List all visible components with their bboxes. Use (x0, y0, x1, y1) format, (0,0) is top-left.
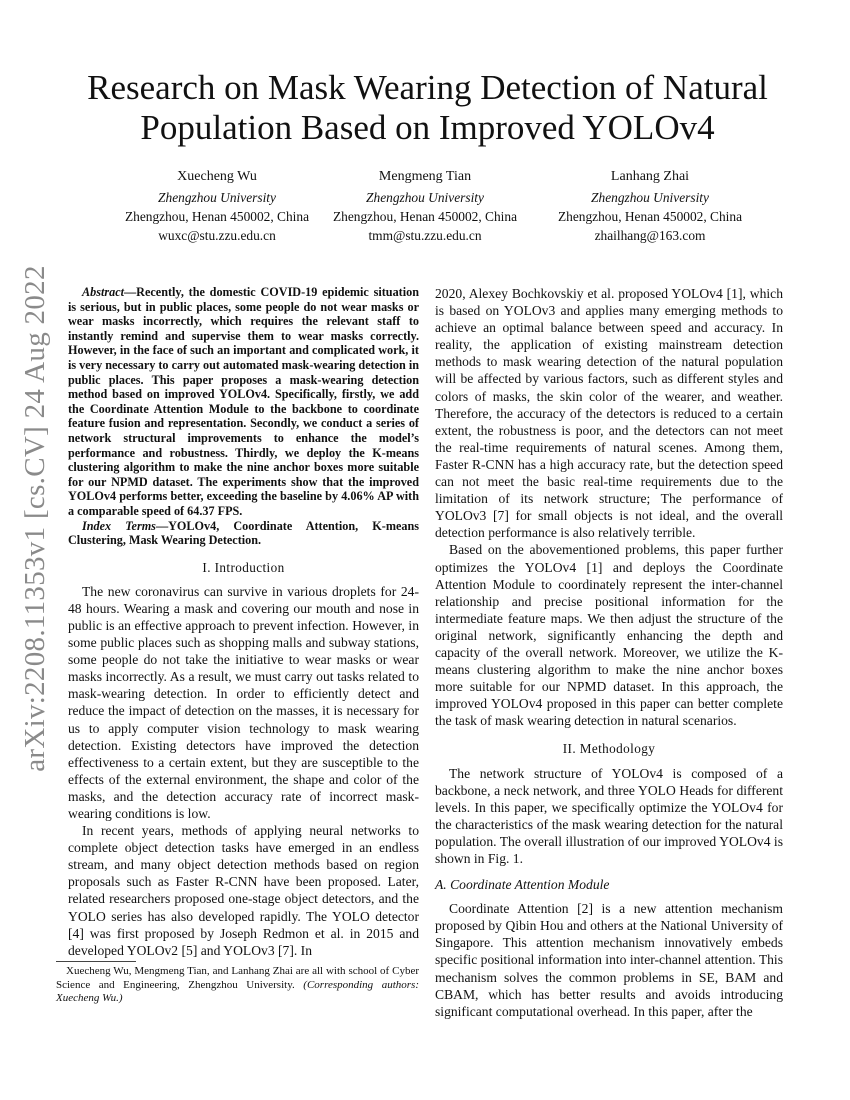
footnote-text-block (56, 965, 419, 1006)
coordinate-attention-paragraph-1: Coordinate Attention [2] is a new attention mechanism proposed by Qibin Hou and others at the National University of Singapore. This attention mechanism innovatively embeds specific positional information into inter-channel attention. This mechanism solves the common problems in SE, BAM and CBAM, which has better results and avoids introducing significant computational overhead. In this paper, after the (435, 901, 783, 1019)
section-heading-introduction: I. Introduction (202, 559, 285, 575)
author-email: wuxc@stu.zzu.edu.cn (158, 228, 276, 243)
author-affiliation: Zhengzhou University (158, 190, 276, 205)
methodology-paragraph-1: The network structure of YOLOv4 is composed of a backbone, a neck network, and three YOLO Heads for different levels. In this paper, we specifically optimize the YOLOv4 for the characteristics of the mask wearing detection for the natural population. The overall illustration of our improved YOLOv4 is shown in Fig. 1. (435, 765, 783, 866)
author-name: Lanhang Zhai (610, 169, 690, 184)
abstract (68, 285, 419, 519)
author-email: tmm@stu.zzu.edu.cn (368, 228, 482, 243)
author-name: Mengmeng Tian (378, 169, 472, 184)
footnote-corresponding: (Corresponding authors: Xuecheng Wu.) (56, 978, 419, 1005)
intro-paragraph-1: The new coronavirus can survive in various droplets for 24-48 hours. Wearing a mask and covering our mouth and nose in public is an effective approach to prevent infection. However, in some public places such as shopping malls and subway stations, some people do not take the initiative to wear masks or wear masks incorrectly. As a result, we must carry out tasks related to mask-wearing detection. In order to efficiently detect and reduce the impact of detection on the masses, it is necessary for us to apply computer vision technology to mask wearing detection. Existing detectors have improved the detection effectiveness to a certain extent, but they are susceptible to the effects of the external environment, the shape and color of the masks, and the detection accuracy rate of incorrect mask-wearing conditions is low. (68, 583, 419, 821)
title-line-2: Population Based on Improved YOLOv4 (140, 108, 715, 147)
title-line-1: Research on Mask Wearing Detection of Natural (87, 68, 768, 107)
right-paragraph-2: Based on the abovementioned problems, this paper further optimizes the YOLOv4 [1] and deploys the Coordinate Attention Module to coordinately represent the inter-channel relationship and precise positional information for the intermediate feature maps. We then adjust the structure of the original network, significantly enhancing the depth and capacity of the overall network. Moreover, we utilize the K-means clustering algorithm to make the nine anchor boxes more suitable for our NPMD dataset. In this approach, the improved YOLOv4 proposed in this paper can better complete the task of mask wearing detection in natural scenarios. (435, 542, 783, 729)
abstract-label: Abstract (82, 285, 124, 299)
index-terms (68, 519, 419, 548)
subsection-heading-coordinate-attention: A. Coordinate Attention Module (435, 877, 610, 893)
author-block-2 (305, 167, 545, 245)
abstract-text: —Recently, the domestic COVID-19 epidemic situation is serious, but in public places, some people do not wear masks or wear masks incorrectly, which requires the relevant staff to instantly remind and supervise them to wear masks correctly. However, in the face of such an important and complicated work, it is very necessary to carry out automated mask-wearing detection in public places. This paper proposes a mask-wearing detection method based on improved YOLOv4. Specifically, firstly, we add the Coordinate Attention Module to the backbone to coordinate feature fusion and representation. Secondly, we conduct a series of network structural improvements to enhance the model’s performance and robustness. Thirdly, we deploy the K-means clustering algorithm to make the nine anchor boxes more suitable for our NPMD dataset. The experiments show that the improved YOLOv4 performs better, exceeding the baseline by 4.06% AP with a comparable speed of 64.37 FPS. (68, 285, 420, 518)
author-block-1 (97, 167, 337, 245)
arxiv-identifier-stamp (15, 258, 55, 778)
author-affiliation: Zhengzhou University (366, 190, 484, 205)
author-block-3 (530, 167, 770, 245)
author-email: zhailhang@163.com (594, 228, 706, 243)
intro-paragraph-2: In recent years, methods of applying neural networks to complete object detection tasks have emerged in an endless stream, and many object detection methods based on region proposals such as Faster R-CNN have been proposed. Later, related researchers proposed one-stage object detectors, and the YOLO series has also developed rapidly. The YOLO detector [4] was first proposed by Joseph Redmon et al. in 2015 and developed YOLOv2 [5] and YOLOv3 [7]. In (68, 823, 419, 958)
arxiv-identifier-text: arXiv:2208.11353v1 [cs.CV] 24 Aug 2022 (18, 264, 51, 772)
author-address: Zhengzhou, Henan 450002, China (557, 209, 743, 224)
footnote-rule (56, 961, 136, 962)
author-name: Xuecheng Wu (177, 169, 257, 184)
author-affiliation: Zhengzhou University (591, 190, 709, 205)
author-address: Zhengzhou, Henan 450002, China (124, 209, 310, 224)
right-column (435, 285, 783, 1020)
footnote (56, 961, 419, 1006)
index-terms-label: Index Terms (82, 518, 156, 533)
left-column (68, 285, 419, 959)
section-heading-methodology: II. Methodology (562, 741, 656, 757)
author-address: Zhengzhou, Henan 450002, China (332, 209, 518, 224)
right-paragraph-1: 2020, Alexey Bochkovskiy et al. proposed YOLOv4 [1], which is based on YOLOv3 and applies many emerging methods to achieve an optimal balance between speed and accuracy. In reality, the application of existing mainstream detection methods to mask wearing detection of the natural population will be affected by various factors, such as different styles and colors of masks, the skin color of the wearer, and weather. Therefore, the accuracy of the detectors is reduced to a certain extent, the robustness is poor, and the detectors can not meet the real-time requirements of natural scenes. Among them, Faster R-CNN has a high accuracy rate, but the detection speed can not meet the basic real-time requirements due to the limitation of its network structure; The performance of YOLOv3 [7] for small objects is not ideal, and the overall detection performance is also relatively terrible. (435, 286, 783, 541)
index-terms-text: —YOLOv4, Coordinate Attention, K-means Clustering, Mask Wearing Detection. (68, 518, 419, 548)
footnote-text: Xuecheng Wu, Mengmeng Tian, and Lanhang Zhai are all with school of Cyber Science and Engineering, Zhengzhou University. (56, 965, 419, 991)
paper-title (60, 68, 795, 148)
